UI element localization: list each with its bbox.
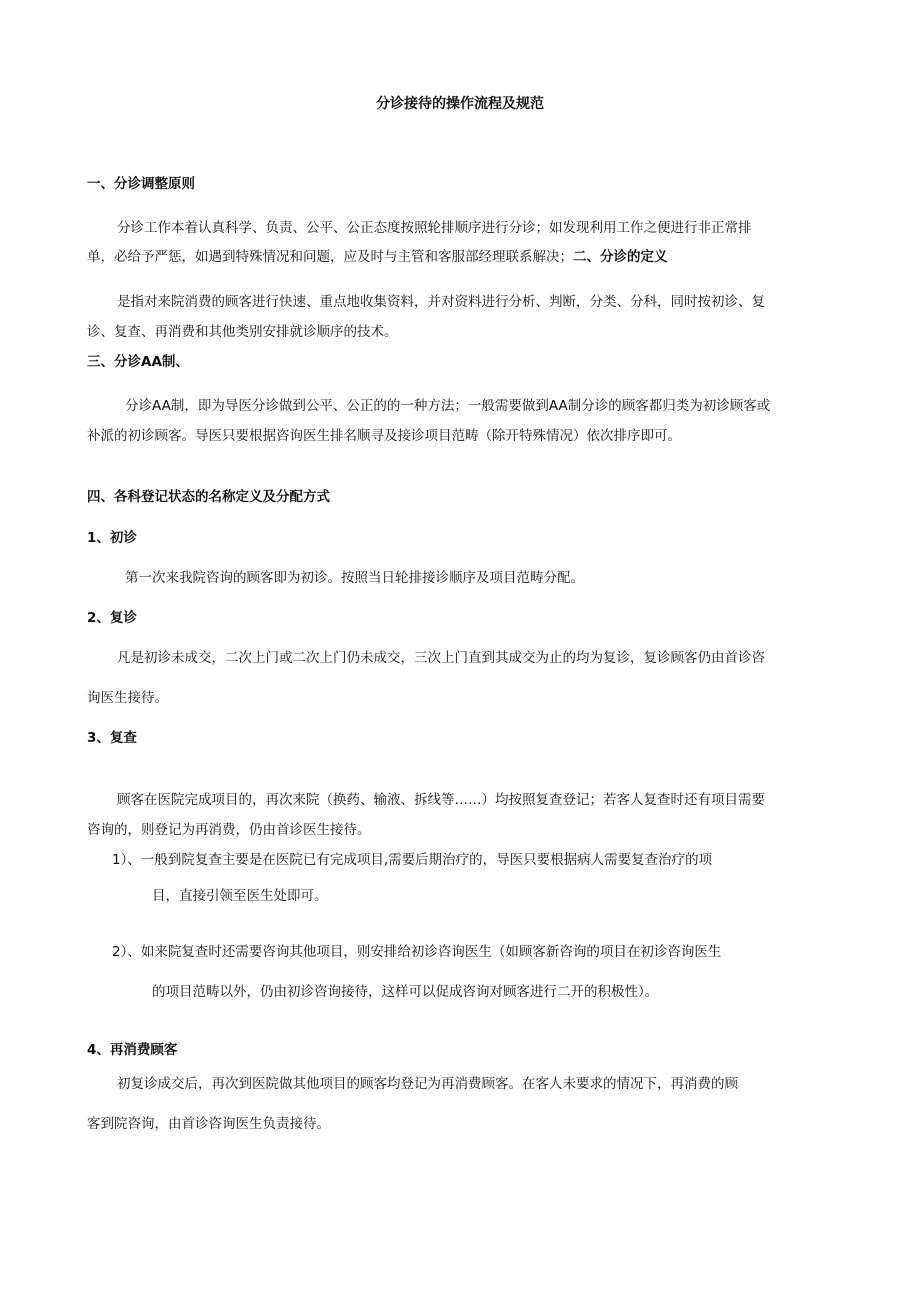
- item-1-heading: 1、初诊: [87, 530, 137, 546]
- section-1-paragraph-line-1: 分诊工作本着认真科学、负责、公平、公正态度按照轮排顺序进行分诊；如发现利用工作之便进行非正常排: [117, 220, 752, 236]
- section-3-heading: 三、分诊AA制、: [87, 354, 189, 370]
- item-4-paragraph-line-1: 初复诊成交后，再次到医院做其他项目的顾客均登记为再消费顾客。在客人未要求的情况下，再消费的顾: [117, 1076, 738, 1092]
- item-4-paragraph-line-2: 客到院咨询，由首诊咨询医生负责接待。: [87, 1116, 330, 1132]
- section-3-paragraph-line-2: 补派的初诊顾客。导医只要根据咨询医生排名顺寻及接诊项目范畴（除开特殊情况）依次排序即可。: [87, 428, 681, 444]
- item-1-paragraph: 第一次来我院咨询的顾客即为初诊。按照当日轮排接诊顺序及项目范畴分配。: [125, 570, 584, 586]
- item-2-paragraph-line-2: 询医生接待。: [87, 690, 168, 706]
- item-2-heading: 2、复诊: [87, 610, 137, 626]
- section-2-heading: 二、分诊的定义: [573, 249, 668, 265]
- item-2-paragraph-line-1: 凡是初诊未成交，二次上门或二次上门仍未成交，三次上门直到其成交为止的均为复诊，复诊顾客仍由首诊咨: [117, 650, 765, 666]
- document-title: 分诊接待的操作流程及规范: [376, 96, 544, 112]
- item-3-heading: 3、复查: [87, 730, 137, 746]
- section-1-heading: 一、分诊调整原则: [87, 176, 195, 192]
- section-3-paragraph-line-1: 分诊AA制，即为导医分诊做到公平、公正的的一种方法；一般需要做到AA制分诊的顾客都归类为初诊顾客或: [125, 398, 771, 414]
- item-3-subitem-2-line-2: 的项目范畴以外，仍由初诊咨询接待，这样可以促成咨询对顾客进行二开的积极性）。: [152, 984, 659, 1000]
- section-1-paragraph-text: 单，必给予严惩，如遇到特殊情况和问题，应及时与主管和客服部经理联系解决；: [87, 249, 573, 265]
- item-4-heading: 4、再消费顾客: [87, 1042, 178, 1058]
- item-3-subitem-1-line-2: 目，直接引领至医生处即可。: [152, 888, 328, 904]
- section-1-paragraph-line-2: [87, 247, 668, 267]
- item-3-subitem-1-line-1: 1）、一般到院复查主要是在医院已有完成项目,需要后期治疗的，导医只要根据病人需要复查治疗的项: [112, 852, 713, 868]
- section-2-paragraph-line-1: 是指对来院消费的顾客进行快速、重点地收集资料，并对资料进行分析、判断，分类、分科，同时按初诊、复: [117, 294, 765, 310]
- section-2-paragraph-line-2: 诊、复查、再消费和其他类别安排就诊顺序的技术。: [87, 324, 398, 340]
- section-4-heading: 四、各科登记状态的名称定义及分配方式: [87, 489, 330, 505]
- item-3-paragraph-line-1: 顾客在医院完成项目的，再次来院（换药、输液、拆线等……）均按照复查登记；若客人复查时还有项目需要: [117, 792, 765, 808]
- item-3-subitem-2-line-1: 2）、如来院复查时还需要咨询其他项目，则安排给初诊咨询医生（如顾客新咨询的项目在初诊咨询医生: [112, 944, 722, 960]
- item-3-paragraph-line-2: 咨询的，则登记为再消费，仍由首诊医生接待。: [87, 822, 371, 838]
